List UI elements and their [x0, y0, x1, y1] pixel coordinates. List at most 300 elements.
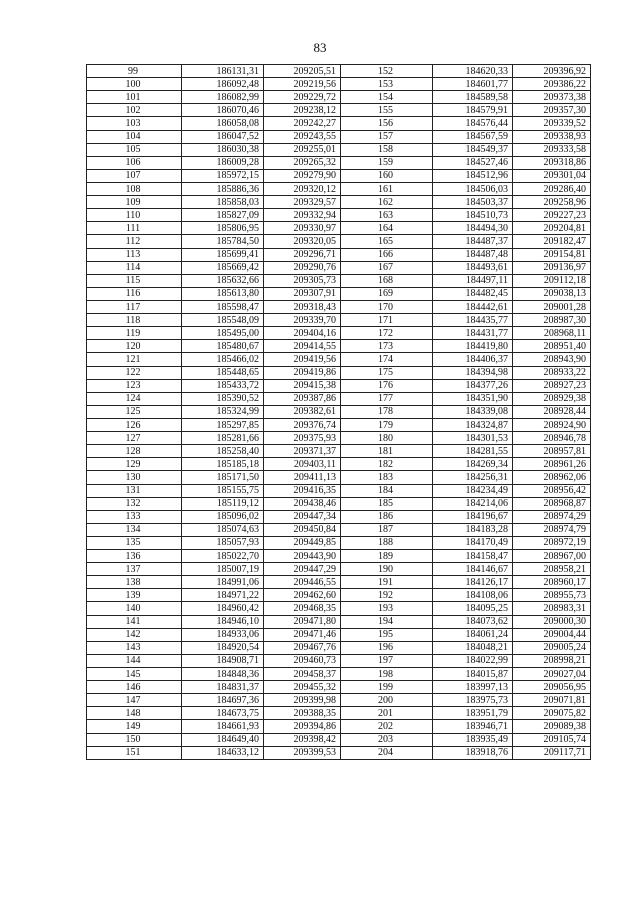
point-number-cell: 138 [87, 576, 182, 589]
table-row [87, 274, 591, 287]
x-coordinate-cell: 184281,55 [433, 445, 513, 458]
y-coordinate-cell: 208987,30 [513, 314, 591, 327]
y-coordinate-cell: 209296,71 [264, 248, 341, 261]
table-row [87, 78, 591, 91]
x-coordinate-cell: 184576,44 [433, 117, 513, 130]
x-coordinate-cell: 183946,71 [433, 720, 513, 733]
x-coordinate-cell: 185258,40 [182, 445, 264, 458]
y-coordinate-cell: 208955,73 [513, 589, 591, 602]
y-coordinate-cell: 209455,32 [264, 681, 341, 694]
x-coordinate-cell: 185784,50 [182, 235, 264, 248]
y-coordinate-cell: 208929,38 [513, 392, 591, 405]
point-number-cell: 144 [87, 654, 182, 667]
point-number-cell: 176 [341, 379, 433, 392]
x-coordinate-cell: 184095,25 [433, 602, 513, 615]
point-number-cell: 103 [87, 117, 182, 130]
point-number-cell: 184 [341, 484, 433, 497]
point-number-cell: 171 [341, 314, 433, 327]
x-coordinate-cell: 185390,52 [182, 392, 264, 405]
x-coordinate-cell: 185548,09 [182, 314, 264, 327]
table-row [87, 471, 591, 484]
y-coordinate-cell: 208974,79 [513, 523, 591, 536]
y-coordinate-cell: 209399,98 [264, 694, 341, 707]
x-coordinate-cell: 184339,08 [433, 405, 513, 418]
table-row [87, 641, 591, 654]
y-coordinate-cell: 209449,85 [264, 536, 341, 549]
point-number-cell: 127 [87, 432, 182, 445]
x-coordinate-cell: 185433,72 [182, 379, 264, 392]
x-coordinate-cell: 184256,31 [433, 471, 513, 484]
x-coordinate-cell: 184394,98 [433, 366, 513, 379]
x-coordinate-cell: 184549,37 [433, 143, 513, 156]
point-number-cell: 148 [87, 707, 182, 720]
x-coordinate-cell: 186092,48 [182, 78, 264, 91]
table-row [87, 314, 591, 327]
y-coordinate-cell: 208951,40 [513, 340, 591, 353]
y-coordinate-cell: 209403,11 [264, 458, 341, 471]
x-coordinate-cell: 184512,96 [433, 169, 513, 182]
y-coordinate-cell: 209305,73 [264, 274, 341, 287]
x-coordinate-cell: 184431,77 [433, 327, 513, 340]
table-row [87, 340, 591, 353]
point-number-cell: 159 [341, 156, 433, 169]
table-row [87, 668, 591, 681]
y-coordinate-cell: 208962,06 [513, 471, 591, 484]
x-coordinate-cell: 185972,15 [182, 169, 264, 182]
point-number-cell: 141 [87, 615, 182, 628]
point-number-cell: 198 [341, 668, 433, 681]
table-row [87, 156, 591, 169]
point-number-cell: 161 [341, 182, 433, 195]
point-number-cell: 202 [341, 720, 433, 733]
table-row [87, 405, 591, 418]
point-number-cell: 188 [341, 536, 433, 549]
point-number-cell: 189 [341, 550, 433, 563]
point-number-cell: 179 [341, 418, 433, 431]
y-coordinate-cell: 208927,23 [513, 379, 591, 392]
x-coordinate-cell: 185613,80 [182, 287, 264, 300]
point-number-cell: 143 [87, 641, 182, 654]
x-coordinate-cell: 185119,12 [182, 497, 264, 510]
y-coordinate-cell: 208961,26 [513, 458, 591, 471]
table-row [87, 510, 591, 523]
x-coordinate-cell: 184061,24 [433, 628, 513, 641]
x-coordinate-cell: 185886,36 [182, 182, 264, 195]
x-coordinate-cell: 184971,22 [182, 589, 264, 602]
y-coordinate-cell: 209205,51 [264, 65, 341, 78]
y-coordinate-cell: 209396,92 [513, 65, 591, 78]
y-coordinate-cell: 208946,78 [513, 432, 591, 445]
y-coordinate-cell: 209182,47 [513, 235, 591, 248]
x-coordinate-cell: 185699,41 [182, 248, 264, 261]
x-coordinate-cell: 184920,54 [182, 641, 264, 654]
y-coordinate-cell: 209443,90 [264, 550, 341, 563]
page-number: 83 [313, 40, 327, 55]
point-number-cell: 163 [341, 209, 433, 222]
point-number-cell: 146 [87, 681, 182, 694]
point-number-cell: 165 [341, 235, 433, 248]
point-number-cell: 199 [341, 681, 433, 694]
point-number-cell: 129 [87, 458, 182, 471]
x-coordinate-cell: 185827,09 [182, 209, 264, 222]
x-coordinate-cell: 184126,17 [433, 576, 513, 589]
point-number-cell: 125 [87, 405, 182, 418]
y-coordinate-cell: 209136,97 [513, 261, 591, 274]
point-number-cell: 149 [87, 720, 182, 733]
y-coordinate-cell: 209338,93 [513, 130, 591, 143]
table-row [87, 104, 591, 117]
point-number-cell: 108 [87, 182, 182, 195]
point-number-cell: 195 [341, 628, 433, 641]
y-coordinate-cell: 208956,42 [513, 484, 591, 497]
point-number-cell: 174 [341, 353, 433, 366]
point-number-cell: 120 [87, 340, 182, 353]
y-coordinate-cell: 209388,35 [264, 707, 341, 720]
x-coordinate-cell: 184589,58 [433, 91, 513, 104]
y-coordinate-cell: 208974,29 [513, 510, 591, 523]
point-number-cell: 105 [87, 143, 182, 156]
x-coordinate-cell: 185448,65 [182, 366, 264, 379]
y-coordinate-cell: 209339,52 [513, 117, 591, 130]
table-row [87, 287, 591, 300]
x-coordinate-cell: 185007,19 [182, 563, 264, 576]
point-number-cell: 123 [87, 379, 182, 392]
y-coordinate-cell: 209419,86 [264, 366, 341, 379]
x-coordinate-cell: 184697,36 [182, 694, 264, 707]
y-coordinate-cell: 209286,40 [513, 182, 591, 195]
x-coordinate-cell: 184377,26 [433, 379, 513, 392]
table-row [87, 353, 591, 366]
x-coordinate-cell: 183935,49 [433, 733, 513, 746]
x-coordinate-cell: 184601,77 [433, 78, 513, 91]
point-number-cell: 124 [87, 392, 182, 405]
table-row [87, 523, 591, 536]
table-row [87, 432, 591, 445]
table-row [87, 720, 591, 733]
table-row [87, 707, 591, 720]
table-row [87, 235, 591, 248]
y-coordinate-cell: 209071,81 [513, 694, 591, 707]
x-coordinate-cell: 185074,63 [182, 523, 264, 536]
x-coordinate-cell: 184419,80 [433, 340, 513, 353]
x-coordinate-cell: 184633,12 [182, 746, 264, 759]
x-coordinate-cell: 185480,67 [182, 340, 264, 353]
y-coordinate-cell: 209416,35 [264, 484, 341, 497]
x-coordinate-cell: 184435,77 [433, 314, 513, 327]
table-row [87, 458, 591, 471]
x-coordinate-cell: 184933,06 [182, 628, 264, 641]
point-number-cell: 192 [341, 589, 433, 602]
x-coordinate-cell: 184567,59 [433, 130, 513, 143]
point-number-cell: 100 [87, 78, 182, 91]
y-coordinate-cell: 209462,60 [264, 589, 341, 602]
table-row [87, 65, 591, 78]
point-number-cell: 178 [341, 405, 433, 418]
table-row [87, 392, 591, 405]
y-coordinate-cell: 209243,55 [264, 130, 341, 143]
y-coordinate-cell: 209227,23 [513, 209, 591, 222]
point-number-cell: 186 [341, 510, 433, 523]
point-number-cell: 197 [341, 654, 433, 667]
point-number-cell: 137 [87, 563, 182, 576]
y-coordinate-cell: 208968,87 [513, 497, 591, 510]
point-number-cell: 181 [341, 445, 433, 458]
x-coordinate-cell: 184269,34 [433, 458, 513, 471]
y-coordinate-cell: 208972,19 [513, 536, 591, 549]
x-coordinate-cell: 185155,75 [182, 484, 264, 497]
point-number-cell: 111 [87, 222, 182, 235]
y-coordinate-cell: 209000,30 [513, 615, 591, 628]
point-number-cell: 107 [87, 169, 182, 182]
y-coordinate-cell: 209229,72 [264, 91, 341, 104]
x-coordinate-cell: 184146,67 [433, 563, 513, 576]
y-coordinate-cell: 209450,84 [264, 523, 341, 536]
x-coordinate-cell: 184196,67 [433, 510, 513, 523]
point-number-cell: 160 [341, 169, 433, 182]
y-coordinate-cell: 209001,28 [513, 300, 591, 313]
y-coordinate-cell: 209404,16 [264, 327, 341, 340]
y-coordinate-cell: 209447,29 [264, 563, 341, 576]
x-coordinate-cell: 184848,36 [182, 668, 264, 681]
point-number-cell: 122 [87, 366, 182, 379]
y-coordinate-cell: 208968,11 [513, 327, 591, 340]
x-coordinate-cell: 184493,61 [433, 261, 513, 274]
table-row [87, 327, 591, 340]
y-coordinate-cell: 209056,95 [513, 681, 591, 694]
y-coordinate-cell: 209219,56 [264, 78, 341, 91]
x-coordinate-cell: 186047,52 [182, 130, 264, 143]
point-number-cell: 183 [341, 471, 433, 484]
x-coordinate-cell: 184351,90 [433, 392, 513, 405]
point-number-cell: 119 [87, 327, 182, 340]
x-coordinate-cell: 184649,40 [182, 733, 264, 746]
x-coordinate-cell: 184234,49 [433, 484, 513, 497]
y-coordinate-cell: 209387,86 [264, 392, 341, 405]
x-coordinate-cell: 184946,10 [182, 615, 264, 628]
y-coordinate-cell: 209376,74 [264, 418, 341, 431]
y-coordinate-cell: 208924,90 [513, 418, 591, 431]
x-coordinate-cell: 184510,73 [433, 209, 513, 222]
table-row [87, 681, 591, 694]
point-number-cell: 193 [341, 602, 433, 615]
y-coordinate-cell: 209329,57 [264, 196, 341, 209]
point-number-cell: 117 [87, 300, 182, 313]
x-coordinate-cell: 185806,95 [182, 222, 264, 235]
x-coordinate-cell: 184527,46 [433, 156, 513, 169]
x-coordinate-cell: 185466,02 [182, 353, 264, 366]
y-coordinate-cell: 209446,55 [264, 576, 341, 589]
x-coordinate-cell: 184487,48 [433, 248, 513, 261]
x-coordinate-cell: 185297,85 [182, 418, 264, 431]
table-row [87, 209, 591, 222]
table-row [87, 130, 591, 143]
x-coordinate-cell: 184661,93 [182, 720, 264, 733]
point-number-cell: 121 [87, 353, 182, 366]
y-coordinate-cell: 209371,37 [264, 445, 341, 458]
table-row [87, 576, 591, 589]
x-coordinate-cell: 183997,13 [433, 681, 513, 694]
coordinates-table-body [87, 65, 591, 760]
y-coordinate-cell: 209112,18 [513, 274, 591, 287]
point-number-cell: 194 [341, 615, 433, 628]
table-row [87, 536, 591, 549]
point-number-cell: 150 [87, 733, 182, 746]
y-coordinate-cell: 209004,44 [513, 628, 591, 641]
table-row [87, 366, 591, 379]
point-number-cell: 101 [87, 91, 182, 104]
x-coordinate-cell: 186009,28 [182, 156, 264, 169]
y-coordinate-cell: 209307,91 [264, 287, 341, 300]
table-row [87, 615, 591, 628]
y-coordinate-cell: 209117,71 [513, 746, 591, 759]
point-number-cell: 128 [87, 445, 182, 458]
point-number-cell: 116 [87, 287, 182, 300]
y-coordinate-cell: 209467,76 [264, 641, 341, 654]
x-coordinate-cell: 186030,38 [182, 143, 264, 156]
x-coordinate-cell: 185632,66 [182, 274, 264, 287]
point-number-cell: 114 [87, 261, 182, 274]
table-row [87, 550, 591, 563]
x-coordinate-cell: 184073,62 [433, 615, 513, 628]
x-coordinate-cell: 185171,50 [182, 471, 264, 484]
x-coordinate-cell: 185669,42 [182, 261, 264, 274]
point-number-cell: 180 [341, 432, 433, 445]
x-coordinate-cell: 186070,46 [182, 104, 264, 117]
y-coordinate-cell: 209386,22 [513, 78, 591, 91]
y-coordinate-cell: 209301,04 [513, 169, 591, 182]
point-number-cell: 126 [87, 418, 182, 431]
y-coordinate-cell: 209330,97 [264, 222, 341, 235]
point-number-cell: 112 [87, 235, 182, 248]
x-coordinate-cell: 184048,21 [433, 641, 513, 654]
point-number-cell: 170 [341, 300, 433, 313]
point-number-cell: 139 [87, 589, 182, 602]
table-row [87, 418, 591, 431]
point-number-cell: 99 [87, 65, 182, 78]
x-coordinate-cell: 185185,18 [182, 458, 264, 471]
table-row [87, 182, 591, 195]
table-row [87, 733, 591, 746]
point-number-cell: 158 [341, 143, 433, 156]
y-coordinate-cell: 209373,38 [513, 91, 591, 104]
point-number-cell: 200 [341, 694, 433, 707]
y-coordinate-cell: 209290,76 [264, 261, 341, 274]
y-coordinate-cell: 209027,04 [513, 668, 591, 681]
point-number-cell: 162 [341, 196, 433, 209]
x-coordinate-cell: 184620,33 [433, 65, 513, 78]
point-number-cell: 104 [87, 130, 182, 143]
point-number-cell: 191 [341, 576, 433, 589]
table-row [87, 654, 591, 667]
x-coordinate-cell: 184406,37 [433, 353, 513, 366]
table-row [87, 563, 591, 576]
x-coordinate-cell: 184158,47 [433, 550, 513, 563]
y-coordinate-cell: 209320,05 [264, 235, 341, 248]
table-row [87, 628, 591, 641]
x-coordinate-cell: 184324,87 [433, 418, 513, 431]
y-coordinate-cell: 209238,12 [264, 104, 341, 117]
x-coordinate-cell: 183951,79 [433, 707, 513, 720]
point-number-cell: 167 [341, 261, 433, 274]
table-row [87, 484, 591, 497]
x-coordinate-cell: 184960,42 [182, 602, 264, 615]
x-coordinate-cell: 184482,45 [433, 287, 513, 300]
point-number-cell: 173 [341, 340, 433, 353]
y-coordinate-cell: 208933,22 [513, 366, 591, 379]
x-coordinate-cell: 184673,75 [182, 707, 264, 720]
x-coordinate-cell: 185057,93 [182, 536, 264, 549]
x-coordinate-cell: 184506,03 [433, 182, 513, 195]
point-number-cell: 142 [87, 628, 182, 641]
x-coordinate-cell: 185858,03 [182, 196, 264, 209]
y-coordinate-cell: 209333,58 [513, 143, 591, 156]
point-number-cell: 157 [341, 130, 433, 143]
point-number-cell: 131 [87, 484, 182, 497]
point-number-cell: 135 [87, 536, 182, 549]
y-coordinate-cell: 209460,73 [264, 654, 341, 667]
x-coordinate-cell: 184503,37 [433, 196, 513, 209]
y-coordinate-cell: 209375,93 [264, 432, 341, 445]
point-number-cell: 168 [341, 274, 433, 287]
point-number-cell: 136 [87, 550, 182, 563]
x-coordinate-cell: 185598,47 [182, 300, 264, 313]
table-row [87, 117, 591, 130]
point-number-cell: 154 [341, 91, 433, 104]
y-coordinate-cell: 209154,81 [513, 248, 591, 261]
y-coordinate-cell: 209339,70 [264, 314, 341, 327]
point-number-cell: 164 [341, 222, 433, 235]
point-number-cell: 187 [341, 523, 433, 536]
y-coordinate-cell: 209105,74 [513, 733, 591, 746]
y-coordinate-cell: 209005,24 [513, 641, 591, 654]
point-number-cell: 177 [341, 392, 433, 405]
table-row [87, 91, 591, 104]
y-coordinate-cell: 209258,96 [513, 196, 591, 209]
x-coordinate-cell: 184015,87 [433, 668, 513, 681]
y-coordinate-cell: 208928,44 [513, 405, 591, 418]
x-coordinate-cell: 184301,53 [433, 432, 513, 445]
y-coordinate-cell: 209075,82 [513, 707, 591, 720]
point-number-cell: 175 [341, 366, 433, 379]
table-row [87, 497, 591, 510]
x-coordinate-cell: 185281,66 [182, 432, 264, 445]
y-coordinate-cell: 209265,32 [264, 156, 341, 169]
x-coordinate-cell: 184442,61 [433, 300, 513, 313]
y-coordinate-cell: 208960,17 [513, 576, 591, 589]
table-row [87, 143, 591, 156]
point-number-cell: 185 [341, 497, 433, 510]
y-coordinate-cell: 208983,31 [513, 602, 591, 615]
y-coordinate-cell: 209438,46 [264, 497, 341, 510]
x-coordinate-cell: 184108,06 [433, 589, 513, 602]
y-coordinate-cell: 208967,00 [513, 550, 591, 563]
x-coordinate-cell: 186082,99 [182, 91, 264, 104]
point-number-cell: 201 [341, 707, 433, 720]
y-coordinate-cell: 209471,80 [264, 615, 341, 628]
x-coordinate-cell: 184991,06 [182, 576, 264, 589]
y-coordinate-cell: 209332,94 [264, 209, 341, 222]
y-coordinate-cell: 209089,38 [513, 720, 591, 733]
x-coordinate-cell: 186058,08 [182, 117, 264, 130]
point-number-cell: 155 [341, 104, 433, 117]
x-coordinate-cell: 183918,76 [433, 746, 513, 759]
y-coordinate-cell: 209447,34 [264, 510, 341, 523]
point-number-cell: 153 [341, 78, 433, 91]
point-number-cell: 147 [87, 694, 182, 707]
point-number-cell: 109 [87, 196, 182, 209]
x-coordinate-cell: 185324,99 [182, 405, 264, 418]
table-row [87, 196, 591, 209]
